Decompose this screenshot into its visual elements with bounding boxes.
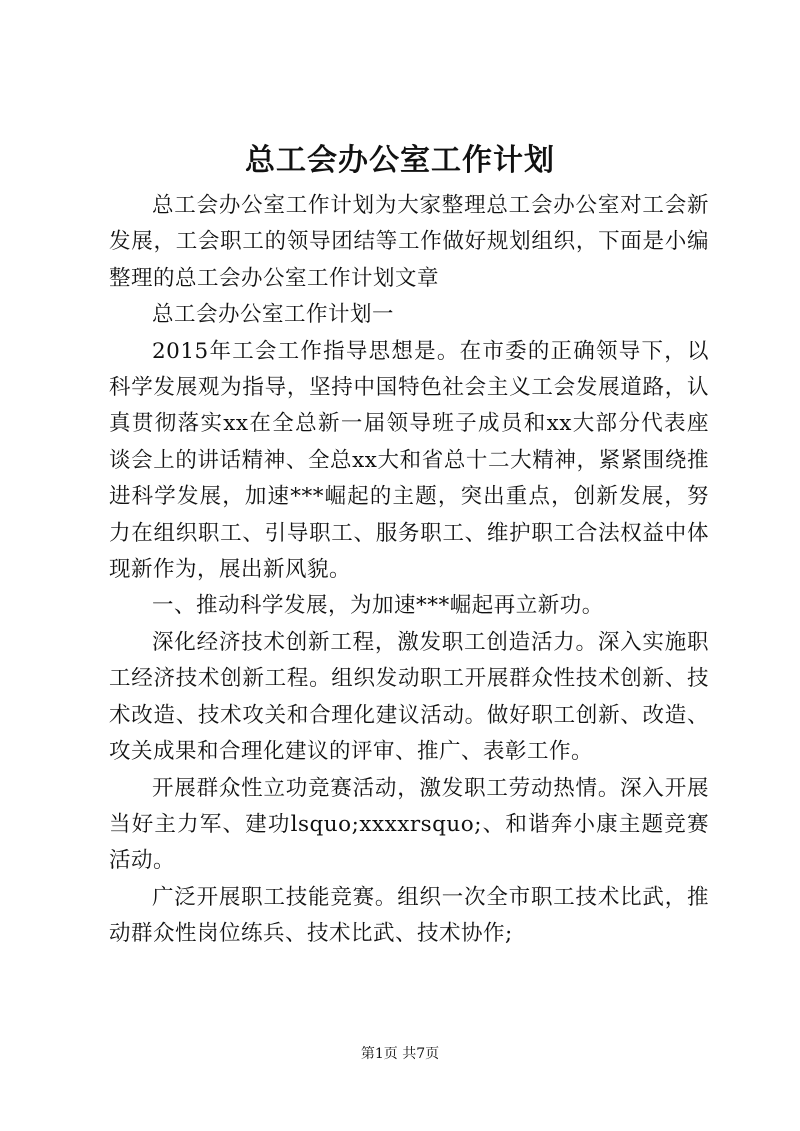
paragraph-guiding-ideology: 2015年工会工作指导思想是。在市委的正确领导下，以科学发展观为指导，坚持中国特色社会主义工会发展道路，认真贯彻落实xx在全总新一届领导班子成员和xx大部分代表座谈会上的讲话精神、全总xx大和省总十二大精神，紧紧围绕推进科学发展，加速***崛起的主题，突出重点，创新发展，努力在组织职工、引导职工、服务职工、维护职工合法权益中体现新作为，展出新风貌。 — [109, 338, 709, 583]
paragraph-innovation: 深化经济技术创新工程，激发职工创造活力。深入实施职工经济技术创新工程。组织发动职工开展群众性技术创新、技术改造、技术攻关和合理化建议活动。做好职工创新、改造、攻关成果和合理化建议的评审、推广、表彰工作。 — [109, 629, 709, 765]
paragraph-skills: 广泛开展职工技能竞赛。组织一次全市职工技术比武，推动群众性岗位练兵、技术比武、技术协作; — [109, 884, 709, 947]
page-footer: 第1页 共7页 — [360, 1046, 440, 1062]
section-heading: 总工会办公室工作计划一 — [152, 302, 395, 328]
document-body — [109, 188, 709, 953]
subsection-heading: 一、推动科学发展，为加速***崛起再立新功。 — [152, 593, 604, 619]
paragraph-intro: 总工会办公室工作计划为大家整理总工会办公室对工会新发展，工会职工的领导团结等工作做好规划组织，下面是小编整理的总工会办公室工作计划文章 — [109, 193, 709, 291]
document-title: 总工会办公室工作计划 — [245, 143, 555, 178]
paragraph-competition: 开展群众性立功竞赛活动，激发职工劳动热情。深入开展当好主力军、建功lsquo;xxxxrsquo;、和谐奔小康主题竞赛活动。 — [109, 775, 709, 874]
